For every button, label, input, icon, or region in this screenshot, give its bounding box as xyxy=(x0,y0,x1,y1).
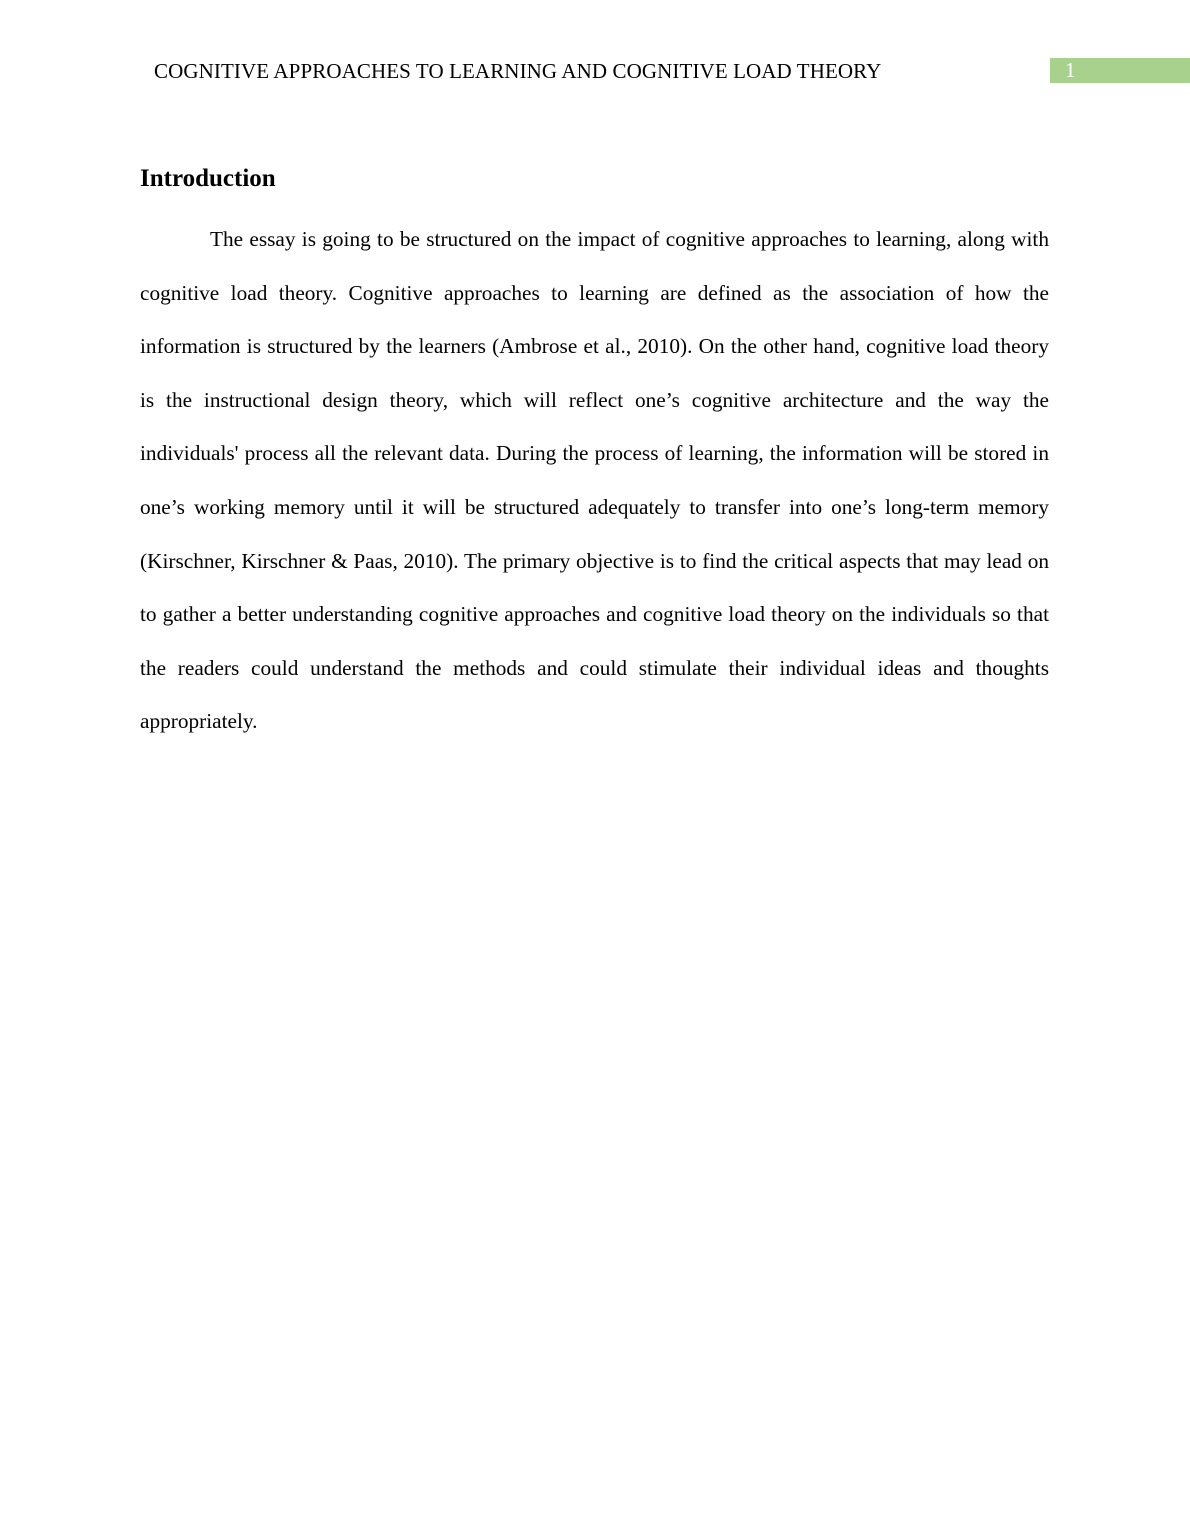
body-paragraph: The essay is going to be structured on the impact of cognitive approaches to learning, along with cognitive load theory. Cognitive approaches to learning are defined as the association of how the information is structured by the learners (Ambrose et al., 2010). On the other hand, cognitive load theory is the instructional design theory, which will reflect one’s cognitive architecture and the way the individuals' process all the relevant data. During the process of learning, the information will be stored in one’s working memory until it will be structured adequately to transfer into one’s long-term memory (Kirschner, Kirschner & Paas, 2010). The primary objective is to find the critical aspects that may lead on to gather a better understanding cognitive approaches and cognitive load theory on the individuals so that the readers could understand the methods and could stimulate their individual ideas and thoughts appropriately. xyxy=(140,227,1049,734)
section-heading-introduction: Introduction xyxy=(140,165,276,192)
running-head: COGNITIVE APPROACHES TO LEARNING AND COGNITIVE LOAD THEORY xyxy=(154,59,882,83)
page-number: 1 xyxy=(1050,58,1190,83)
